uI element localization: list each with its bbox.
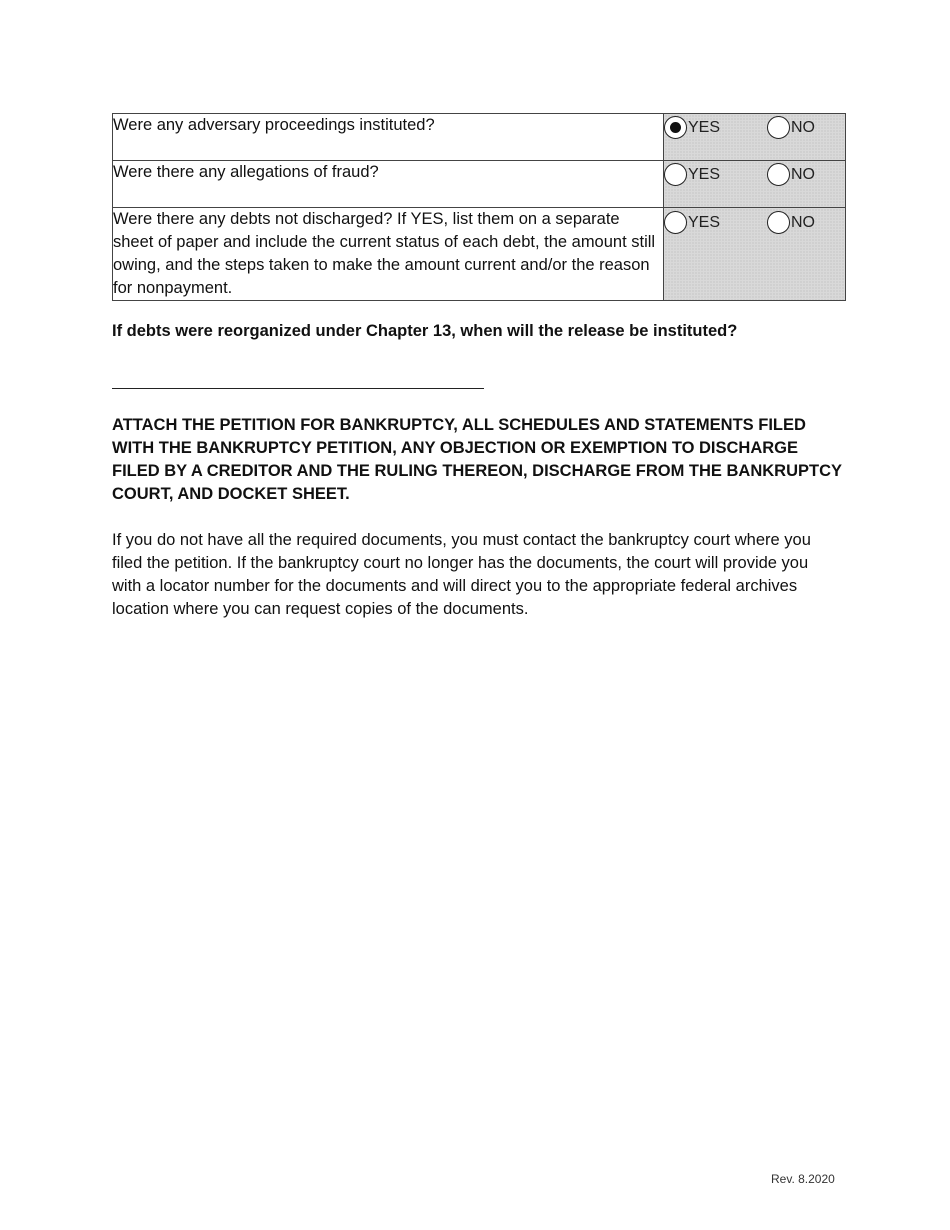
no-radio-option[interactable] xyxy=(767,163,815,186)
no-label: NO xyxy=(791,213,815,231)
selected-dot-icon xyxy=(670,122,681,133)
question-row xyxy=(113,208,846,301)
question-text: Were there any allegations of fraud? xyxy=(113,161,664,208)
yes-label: YES xyxy=(688,118,721,136)
answer-options xyxy=(664,161,846,208)
question-row xyxy=(113,114,846,161)
chapter13-answer-line[interactable] xyxy=(112,388,484,389)
chapter13-question: If debts were reorganized under Chapter 13, when will the release be instituted? xyxy=(112,322,738,340)
questions-table xyxy=(112,113,846,301)
no-radio-button[interactable] xyxy=(767,163,790,186)
yes-radio-option[interactable] xyxy=(664,211,720,234)
question-row xyxy=(113,161,846,208)
no-label: NO xyxy=(791,118,815,136)
question-text: Were there any debts not discharged? If YES, list them on a separate sheet of paper and include the current status of each debt, the amount still owing, and the steps taken to make the amount current and/or the reason for nonpayment. xyxy=(113,208,664,301)
yes-radio-button[interactable] xyxy=(664,211,687,234)
revision-label: Rev. 8.2020 xyxy=(771,1172,835,1186)
no-label: NO xyxy=(791,165,815,183)
no-radio-button[interactable] xyxy=(767,116,790,139)
yes-radio-option[interactable] xyxy=(664,163,720,186)
documents-note: If you do not have all the required documents, you must contact the bankruptcy court where you filed the petition. If the bankruptcy court no longer has the documents, the court will provide you with a locator number for the documents and will direct you to the appropriate federal archives location where you can request copies of the documents. xyxy=(112,531,811,618)
question-text: Were any adversary proceedings instituted? xyxy=(113,114,664,161)
no-radio-option[interactable] xyxy=(767,211,815,234)
yes-radio-button[interactable] xyxy=(664,163,687,186)
answer-options xyxy=(664,114,846,161)
attach-instruction: ATTACH THE PETITION FOR BANKRUPTCY, ALL SCHEDULES AND STATEMENTS FILED WITH THE BANKRUPTCY PETITION, ANY OBJECTION OR EXEMPTION TO DISCHARGE FILED BY A CREDITOR AND THE RULING THEREON, DISCHARGE FROM THE BANKRUPTCY COURT, AND DOCKET SHEET. xyxy=(112,416,842,503)
yes-radio-option[interactable] xyxy=(664,116,720,139)
no-radio-option[interactable] xyxy=(767,116,815,139)
answer-options xyxy=(664,208,846,301)
yes-label: YES xyxy=(688,213,721,231)
yes-radio-button[interactable] xyxy=(664,116,687,139)
no-radio-button[interactable] xyxy=(767,211,790,234)
yes-label: YES xyxy=(688,165,721,183)
